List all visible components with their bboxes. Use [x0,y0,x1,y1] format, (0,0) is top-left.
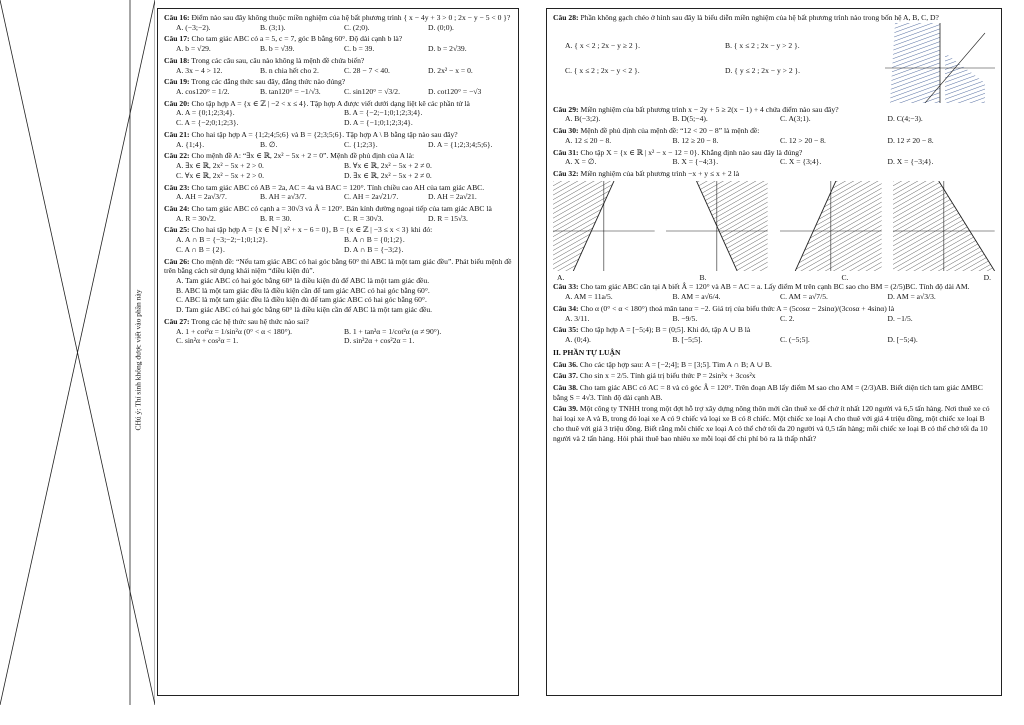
options [553,114,995,124]
question-text: Cho tam giác ABC cân tại A biết Â = 120° và AB = AC = a. Lấy điểm M trên cạnh BC sao cho BM = (2/5)BC. Tính độ dài AM. [580,282,970,292]
option-b[interactable]: B. ABC là một tam giác đều là điều kiện cần để tam giác ABC có hai góc bằng 60°. [176,285,430,295]
question-number: Câu 19: [164,77,190,87]
binder-margin [0,0,155,705]
question-text: Cho tập X = {x ∈ ℝ | x² − x − 12 = 0}. Khẳng định nào sau đây là đúng? [580,147,803,157]
question [164,183,512,202]
option-c[interactable]: C. ∀x ∈ ℝ, 2x² − 5x + 2 > 0. [176,170,264,180]
question [553,360,995,370]
question-text: Miền nghiệm của bất phương trình −x + y ≤ x + 2 là [580,169,740,179]
option-c[interactable]: C. sin²α + cos²α = 1. [176,336,239,346]
options [164,214,512,224]
question [164,56,512,75]
options [164,276,512,315]
question [553,126,995,145]
option-a[interactable]: A. B(−3;2). [565,114,601,124]
options [553,335,995,345]
question [164,99,512,128]
question-number: Câu 29: [553,104,579,114]
option-d[interactable]: D. 2x² − x = 0. [428,65,473,75]
option-b[interactable]: B. AH = a√3/7. [260,192,307,202]
option-b[interactable]: B. (3;1). [260,22,286,32]
q32-graphs [553,181,995,271]
q32-option-b[interactable]: B. [699,272,707,282]
option-a[interactable]: A. 1 + cot²α = 1/sin²α (0° < α < 180°). [176,326,293,336]
option-d[interactable]: D. b = 2√39. [428,44,467,54]
option-a[interactable]: A. b = √29. [176,44,211,54]
q32-option-a[interactable]: A. [557,272,565,282]
question-28 [553,13,995,103]
question-number: Câu 23: [164,182,190,192]
question-number: Câu 21: [164,129,190,139]
right-column [546,8,1002,696]
option-d[interactable]: D. AH = 2a√21. [428,192,477,202]
option-b[interactable]: B. n chia hết cho 2. [260,65,319,75]
question [164,13,512,32]
option-d[interactable]: D. A = {−1;0;1;2;3;4}. [344,118,413,128]
question-number: Câu 16: [164,13,190,22]
question-number: Câu 30: [553,126,579,136]
option-a[interactable]: A. (0;4). [565,335,591,345]
question-text: Phần không gạch chéo ở hình sau đây là biểu diễn miền nghiệm của hệ bất phương trình nào trong bốn hệ A, B, C, D? [580,13,939,22]
option-a[interactable]: A. AH = 2a√3/7. [176,192,227,202]
question-text: Trong các câu sau, câu nào không là mệnh đề chứa biến? [191,55,365,65]
option-a[interactable]: A. (−3;−2). [176,22,211,32]
options [164,87,512,97]
options [553,314,995,324]
option-a[interactable]: A. A = {0;1;2;3;4}. [176,108,235,118]
option-c[interactable]: C. X = {3;4}. [780,157,822,167]
option-d[interactable]: D. Tam giác ABC có hai góc bằng 60° là điều kiện cần để ABC là một tam giác đều. [176,305,433,315]
question-text: Cho α (0° < α < 180°) thoả mãn tanα = −2. Giá trị của biểu thức A = (5cosα − 2sinα)/(3cosα + 4sinα) là [580,303,895,313]
q32-option-d[interactable]: D. [983,272,991,282]
question-text: Một công ty TNHH trong một đợt hỗ trợ xây dựng nông thôn mới cần thuê xe để chở ít nhất 120 người và 6,5 tấn hàng. Nơi thuê xe có hai loại xe A và B, trong đó loại xe A có 9 chiếc và loại xe B có 8 chiếc. Một chiếc xe loại A cho thuê với giá 4 triệu đồng, một chiếc xe loại B cho thuê với giá 3 triệu đồng. Biết rằng mỗi chiếc xe loại A có thể chở tối đa 20 người và 0,5 tấn hàng; mỗi chiếc xe loại B có thể chở tối đa 10 người và 2 tấn hàng. Hỏi phải thuê bao nhiêu xe mỗi loại để chi phí bỏ ra là thấp nhất? [553,404,990,443]
options [553,292,995,302]
question [164,257,512,315]
question [164,204,512,223]
option-c[interactable]: C. { x ≤ 2 ; 2x − y < 2 }. [565,66,640,76]
option-a[interactable]: A. Tam giác ABC có hai góc bằng 60° là điều kiện đủ để ABC là một tam giác đều. [176,275,430,285]
options [164,108,512,127]
question-number: Câu 34: [553,303,579,313]
question-number: Câu 39. [553,404,578,414]
option-b[interactable]: B. D(5;−4). [672,114,708,124]
option-d[interactable]: D. (0;0). [428,22,454,32]
option-a[interactable]: A. AM = 11a/5. [565,292,613,302]
option-d[interactable]: D. −1/5. [887,313,913,323]
options [553,157,995,167]
question-text: Cho hai tập hợp A = {x ∈ ℕ | x² + x − 6 = 0}, B = {x ∈ ℤ | −3 ≤ x < 3} khi đó: [191,225,433,235]
question-text: Mệnh đề phủ định của mệnh đề: “12 < 20 − 8” là mệnh đề: [580,126,760,136]
option-c[interactable]: C. (−5;5]. [780,335,810,345]
option-a[interactable]: A. R = 30√2. [176,213,216,223]
option-d[interactable]: D. [−5;4). [887,335,918,345]
option-d[interactable]: D. C(4;−3). [887,114,923,124]
q28-options [553,23,885,103]
options [164,192,512,202]
question-text: Cho mệnh đề: “Nếu tam giác ABC có hai góc bằng 60° thì ABC là một tam giác đều”. Phát biểu mệnh đề trên bằng cách sử dụng khái niệm “điều kiện đủ”. [164,256,512,276]
options [164,66,512,76]
option-b[interactable]: B. X = {−4;3}. [672,157,719,167]
options [164,23,512,33]
question-number: Câu 38. [553,382,578,392]
question-text: Cho tam giác ABC có a = 5, c = 7, góc B bằng 60°. Độ dài cạnh b là? [191,34,403,44]
option-b[interactable]: B. ∀x ∈ ℝ, 2x² − 5x + 2 ≠ 0. [344,161,432,171]
option-d[interactable]: D. A ∩ B = {−3;2}. [344,244,404,254]
question-text: Cho tập hợp A = {x ∈ ℤ | −2 < x ≤ 4}. Tập hợp A được viết dưới dạng liệt kê các phần tử là [191,98,470,108]
option-a[interactable]: A. X = ∅. [565,157,597,167]
q32-option-c[interactable]: C. [841,272,849,282]
binder-note: CHú ý: Thí sinh không được viết vào phần này [133,289,143,431]
option-b[interactable]: B. tan120° = −1/√3. [260,87,321,97]
option-c[interactable]: C. (2;0). [344,22,370,32]
question-text: Trong các hệ thức sau hệ thức nào sai? [191,316,309,326]
option-a[interactable]: A. {1;4}. [176,139,205,149]
question-text: Miền nghiệm của bất phương trình x − 2y + 5 ≥ 2(x − 1) + 4 chứa điểm nào sau đây? [580,104,839,114]
option-c[interactable]: C. 2. [780,313,795,323]
option-c[interactable]: C. 12 > 20 − 8. [780,135,826,145]
option-c[interactable]: C. 28 − 7 < 40. [344,65,390,75]
option-b[interactable]: B. ∅. [260,139,278,149]
question [164,225,512,254]
question-number: Câu 31: [553,147,579,157]
options [164,235,512,254]
question [553,404,995,443]
option-b[interactable]: B. b = √39. [260,44,295,54]
option-c[interactable]: C. sin120° = √3/2. [344,87,401,97]
options [553,136,995,146]
option-b[interactable]: B. −9/5. [672,313,698,323]
question-number: Câu 18: [164,55,190,65]
option-c[interactable]: C. A = {−2;0;1;2;3}. [176,118,239,128]
option-d[interactable]: D. sin²2α + cos²2α = 1. [344,336,415,346]
option-b[interactable]: B. A = {−2;−1;0;1;2;3;4}. [344,108,423,118]
question-number: Câu 22: [164,151,190,161]
question [553,282,995,301]
q32-graph-d [893,181,995,271]
q32-graph-c [780,181,882,271]
option-b[interactable]: B. A ∩ B = {0;1;2}. [344,235,405,245]
question-text: Cho mệnh đề A: “∃x ∈ ℝ, 2x² − 5x + 2 = 0”. Mệnh đề phủ định của A là: [191,151,415,161]
option-b[interactable]: B. { x ≤ 2 ; 2x − y > 2 }. [725,40,800,50]
question-text: Cho tam giác ABC có cạnh a = 30√3 và Â = 120°. Bán kính đường ngoại tiếp của tam giác ABC là [191,203,492,213]
question-number: Câu 17: [164,34,190,44]
q28-graph [885,23,995,103]
option-c[interactable]: C. {1;2;3}. [344,139,378,149]
question-number: Câu 27: [164,316,190,326]
question [164,151,512,180]
option-b[interactable]: B. 1 + tan²α = 1/cot²α (α ≠ 90°). [344,326,442,336]
question [164,317,512,346]
options [164,140,512,150]
option-d[interactable]: D. AM = a√3/3. [887,292,936,302]
option-b[interactable]: B. [−5;5]. [672,335,703,345]
question [164,34,512,53]
section-title: II. PHẦN TỰ LUẬN [553,347,621,357]
option-a[interactable]: A. A ∩ B = {−3;−2;−1;0;1;2}. [176,235,268,245]
option-d[interactable]: D. R = 15√3. [428,213,468,223]
left-column [157,8,519,696]
option-d[interactable]: D. { y ≤ 2 ; 2x − y > 2 }. [725,66,801,76]
binder-fold-lines [0,0,155,705]
question-number: Câu 33: [553,282,579,292]
option-d[interactable]: D. cot120° = −√3 [428,87,482,97]
question [553,169,995,179]
option-a[interactable]: A. 3x − 4 > 12. [176,65,223,75]
option-a[interactable]: A. ∃x ∈ ℝ, 2x² − 5x + 2 > 0. [176,161,264,171]
question-text: Trong các đẳng thức sau đây, đẳng thức nào đúng? [191,77,346,87]
question [553,148,995,167]
question-text: Điểm nào sau đây không thuộc miền nghiệm của hệ bất phương trình { x − 4y + 3 > 0 ; 2x − y − 5 < 0 }? [191,13,511,22]
options [164,327,512,346]
q28-layout [553,23,995,103]
option-d[interactable]: D. A = {1;2;3;4;5;6}. [428,139,493,149]
question-number: Câu 26: [164,256,190,266]
option-c[interactable]: C. AM = a√7/5. [780,292,828,302]
question-number: Câu 37. [553,371,578,381]
question-number: Câu 35: [553,325,579,335]
question [553,371,995,381]
options [164,44,512,54]
option-a[interactable]: A. { x < 2 ; 2x − y ≥ 2 }. [565,40,641,50]
question [164,130,512,149]
question-number: Câu 28: [553,13,579,22]
question-text: Cho các tập hợp sau: A = [−2;4]; B = [3;5]. Tìm A ∩ B; A ∪ B. [579,359,772,369]
option-c[interactable]: C. A ∩ B = {2}. [176,244,225,254]
option-c[interactable]: C. ABC là một tam giác đều là điều kiện đủ để tam giác ABC có hai góc bằng 60°. [176,295,427,305]
question-number: Câu 20: [164,98,190,108]
option-b[interactable]: B. 12 ≥ 20 − 8. [672,135,719,145]
q32-graph-b [666,181,768,271]
option-c[interactable]: C. R = 30√3. [344,213,384,223]
question [553,325,995,344]
option-c[interactable]: C. A(3;1). [780,114,811,124]
option-a[interactable]: A. cos120° = 1/2. [176,87,230,97]
option-d[interactable]: D. ∃x ∈ ℝ, 2x² − 5x + 2 ≠ 0. [344,170,432,180]
q32-graph-a [553,181,655,271]
q32-graph-labels [553,273,995,283]
question-number: Câu 32: [553,169,579,179]
question-text: Cho tam giác ABC có AB = 2a, AC = 4a và BAC = 120°. Tính chiều cao AH của tam giác ABC. [191,182,485,192]
option-a[interactable]: A. 12 ≤ 20 − 8. [565,135,612,145]
option-d[interactable]: D. 12 ≠ 20 − 8. [887,135,934,145]
option-c[interactable]: C. AH = 2a√21/7. [344,192,399,202]
question [553,105,995,124]
options [164,161,512,180]
question [553,383,995,402]
question-text: Cho sin x = 2/5. Tính giá trị biểu thức P = 2sin²x + 3cos²x [579,371,756,381]
option-b[interactable]: B. R = 30. [260,213,292,223]
question-text: Cho tập hợp A = [−5;4); B = (0;5]. Khi đó, tập A ∪ B là [580,325,751,335]
question-number: Câu 25: [164,225,190,235]
question [164,77,512,96]
question-text: Cho tam giác ABC có AC = 8 và có góc Â = 120°. Trên đoạn AB lấy điểm M sao cho AM = (2/3)AB. Biết diện tích tam giác ΔMBC bằng S = 4√3. Tính độ dài cạnh AB. [553,382,983,402]
question-number: Câu 24: [164,203,190,213]
option-d[interactable]: D. X = {−3;4}. [887,157,934,167]
question-number: Câu 36. [553,359,578,369]
question [553,304,995,323]
option-b[interactable]: B. AM = a√6/4. [672,292,721,302]
option-c[interactable]: C. b = 39. [344,44,375,54]
question-text: Cho hai tập hợp A = {1;2;4;5;6} và B = {2;3;5;6}. Tập hợp A \ B bằng tập nào sau đây? [191,129,458,139]
option-a[interactable]: A. 3/11. [565,313,590,323]
